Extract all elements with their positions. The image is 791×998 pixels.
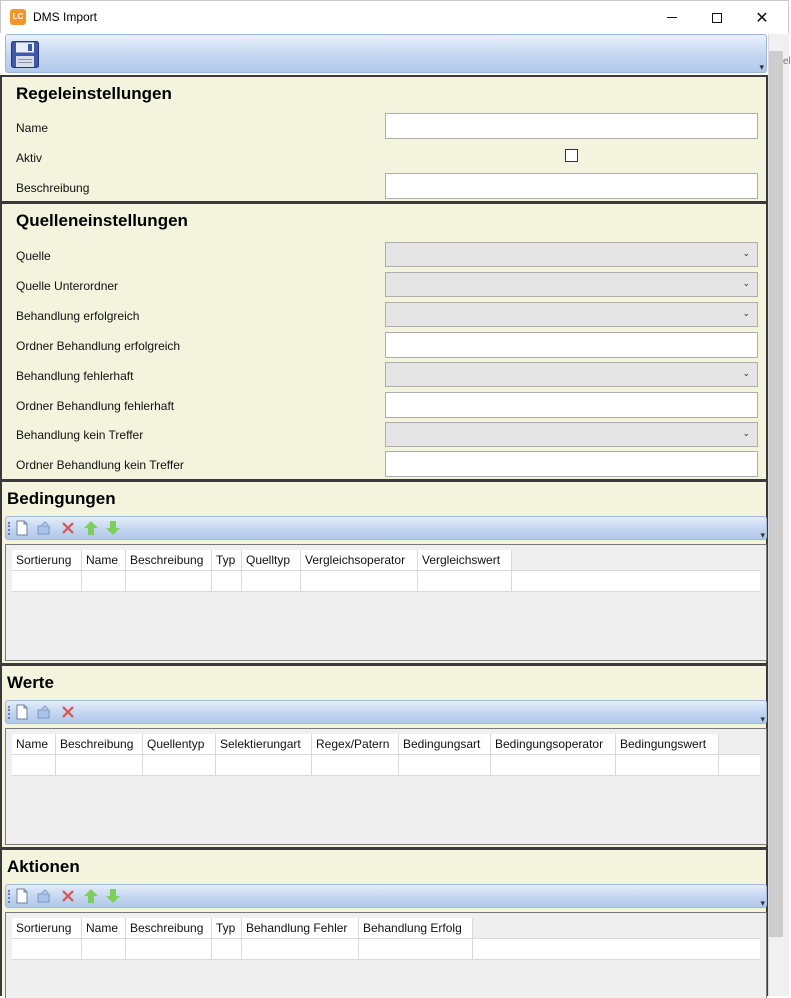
bedingungen-grid: [5, 544, 767, 661]
maximize-icon: [712, 13, 722, 23]
table-cell[interactable]: [359, 939, 473, 959]
table-cell[interactable]: [12, 755, 56, 775]
column-header[interactable]: Bedingungswert: [616, 734, 719, 754]
column-header[interactable]: Typ: [212, 918, 242, 938]
grid-header: [12, 918, 473, 938]
beschreibung-input[interactable]: [385, 173, 758, 199]
column-header[interactable]: Beschreibung: [56, 734, 143, 754]
section-title: Bedingungen: [7, 489, 116, 508]
table-row[interactable]: [12, 570, 760, 592]
toolbar-overflow-icon[interactable]: ▾: [760, 714, 765, 724]
chevron-down-icon: ⌄: [742, 308, 750, 318]
column-header[interactable]: Beschreibung: [126, 918, 212, 938]
column-header[interactable]: Selektierungart: [216, 734, 312, 754]
column-header[interactable]: Name: [12, 734, 56, 754]
section-werte: [0, 664, 768, 849]
section-aktionen: [0, 848, 768, 996]
table-cell[interactable]: [399, 755, 491, 775]
table-cell[interactable]: [301, 571, 418, 591]
background-window-text: el: [783, 56, 791, 67]
grid-header: [12, 734, 719, 754]
toolbar-overflow-icon[interactable]: ▾: [759, 62, 764, 72]
behandlung-fehlerhaft-label: Behandlung fehlerhaft: [16, 369, 134, 383]
table-cell[interactable]: [126, 571, 212, 591]
section-title: Aktionen: [7, 857, 80, 876]
table-cell[interactable]: [12, 939, 82, 959]
ordner-kein-treffer-label: Ordner Behandlung kein Treffer: [16, 458, 184, 472]
delete-x-icon[interactable]: [60, 704, 76, 720]
beschreibung-label: Beschreibung: [16, 181, 90, 195]
table-row[interactable]: [12, 754, 760, 776]
ordner-kein-treffer-input[interactable]: [385, 451, 758, 477]
edit-icon[interactable]: [36, 888, 52, 904]
ordner-erfolgreich-label: Ordner Behandlung erfolgreich: [16, 339, 181, 353]
section-quelleneinstellungen: [0, 202, 768, 481]
delete-x-icon[interactable]: [60, 888, 76, 904]
table-cell[interactable]: [242, 939, 359, 959]
quelle-unterordner-label: Quelle Unterordner: [16, 279, 119, 293]
chevron-down-icon: ⌄: [742, 368, 750, 378]
column-header[interactable]: Bedingungsoperator: [491, 734, 616, 754]
toolbar-overflow-icon[interactable]: ▾: [760, 898, 765, 908]
bedingungen-toolbar: [5, 516, 767, 540]
section-bedingungen: [0, 480, 768, 665]
column-header[interactable]: Vergleichswert: [418, 550, 512, 570]
column-header[interactable]: Regex/Patern: [312, 734, 399, 754]
table-cell[interactable]: [126, 939, 212, 959]
column-header[interactable]: Vergleichsoperator: [301, 550, 418, 570]
column-header[interactable]: Beschreibung: [126, 550, 212, 570]
werte-grid: [5, 728, 767, 845]
aktionen-toolbar: [5, 884, 767, 908]
table-cell[interactable]: [418, 571, 512, 591]
table-cell[interactable]: [242, 571, 301, 591]
grip-icon: [8, 890, 10, 903]
quelle-select[interactable]: [385, 242, 758, 267]
table-cell[interactable]: [82, 571, 126, 591]
column-header[interactable]: Behandlung Erfolg: [359, 918, 473, 938]
table-cell[interactable]: [56, 755, 143, 775]
aktionen-grid: [5, 912, 767, 998]
table-cell[interactable]: [216, 755, 312, 775]
toolbar-overflow-icon[interactable]: ▾: [760, 530, 765, 540]
new-document-icon[interactable]: [14, 520, 30, 536]
ordner-fehlerhaft-label: Ordner Behandlung fehlerhaft: [16, 399, 175, 413]
minimize-button[interactable]: [649, 1, 695, 34]
table-cell[interactable]: [82, 939, 126, 959]
behandlung-kein-treffer-label: Behandlung kein Treffer: [16, 428, 144, 442]
column-header[interactable]: Quelltyp: [242, 550, 301, 570]
arrow-up-icon[interactable]: [83, 888, 99, 904]
chevron-down-icon: ⌄: [742, 278, 750, 288]
edit-icon[interactable]: [36, 704, 52, 720]
quelle-unterordner-select[interactable]: [385, 272, 758, 297]
aktiv-label: Aktiv: [16, 151, 43, 165]
close-icon: ✕: [755, 9, 769, 27]
maximize-button[interactable]: [694, 1, 740, 34]
ordner-erfolgreich-input[interactable]: [385, 332, 758, 358]
table-cell[interactable]: [491, 755, 616, 775]
column-header[interactable]: Behandlung Fehler: [242, 918, 359, 938]
behandlung-kein-treffer-select[interactable]: [385, 422, 758, 447]
aktiv-checkbox[interactable]: [565, 149, 578, 162]
table-cell[interactable]: [212, 939, 242, 959]
quelle-label: Quelle: [16, 249, 51, 263]
arrow-up-icon[interactable]: [83, 520, 99, 536]
column-header[interactable]: Sortierung: [12, 550, 82, 570]
behandlung-erfolgreich-select[interactable]: [385, 302, 758, 327]
app-icon: LC: [10, 9, 26, 25]
name-input[interactable]: [385, 113, 758, 139]
new-document-icon[interactable]: [14, 704, 30, 720]
table-cell[interactable]: [212, 571, 242, 591]
werte-toolbar: [5, 700, 767, 724]
section-title: Quelleneinstellungen: [16, 211, 188, 230]
section-title: Regeleinstellungen: [16, 84, 172, 103]
table-row[interactable]: [12, 938, 760, 960]
table-cell[interactable]: [143, 755, 216, 775]
main-toolbar: [5, 34, 767, 73]
chevron-down-icon: ⌄: [742, 248, 750, 258]
grip-icon: [8, 522, 10, 535]
edit-icon[interactable]: [36, 520, 52, 536]
table-cell[interactable]: [312, 755, 399, 775]
arrow-down-icon[interactable]: [105, 520, 121, 536]
column-header[interactable]: Name: [82, 918, 126, 938]
delete-x-icon[interactable]: [60, 520, 76, 536]
table-cell[interactable]: [12, 571, 82, 591]
column-header[interactable]: Quellentyp: [143, 734, 216, 754]
grip-icon: [8, 706, 10, 719]
column-header[interactable]: Bedingungsart: [399, 734, 491, 754]
section-regeleinstellungen: [0, 75, 768, 203]
name-label: Name: [16, 121, 49, 135]
save-floppy-icon[interactable]: [11, 41, 39, 68]
behandlung-fehlerhaft-select[interactable]: [385, 362, 758, 387]
behandlung-erfolgreich-label: Behandlung erfolgreich: [16, 309, 140, 323]
chevron-down-icon: ⌄: [742, 428, 750, 438]
column-header[interactable]: Sortierung: [12, 918, 82, 938]
table-cell[interactable]: [616, 755, 719, 775]
new-document-icon[interactable]: [14, 888, 30, 904]
close-button[interactable]: [739, 1, 785, 34]
grid-header: [12, 550, 512, 570]
section-title: Werte: [7, 673, 54, 692]
vertical-scrollbar[interactable]: [769, 51, 783, 937]
ordner-fehlerhaft-input[interactable]: [385, 392, 758, 418]
column-header[interactable]: Typ: [212, 550, 242, 570]
arrow-down-icon[interactable]: [105, 888, 121, 904]
title-bar: [0, 0, 789, 33]
minimize-icon: [667, 17, 677, 18]
window-title: DMS Import: [33, 10, 98, 24]
column-header[interactable]: Name: [82, 550, 126, 570]
